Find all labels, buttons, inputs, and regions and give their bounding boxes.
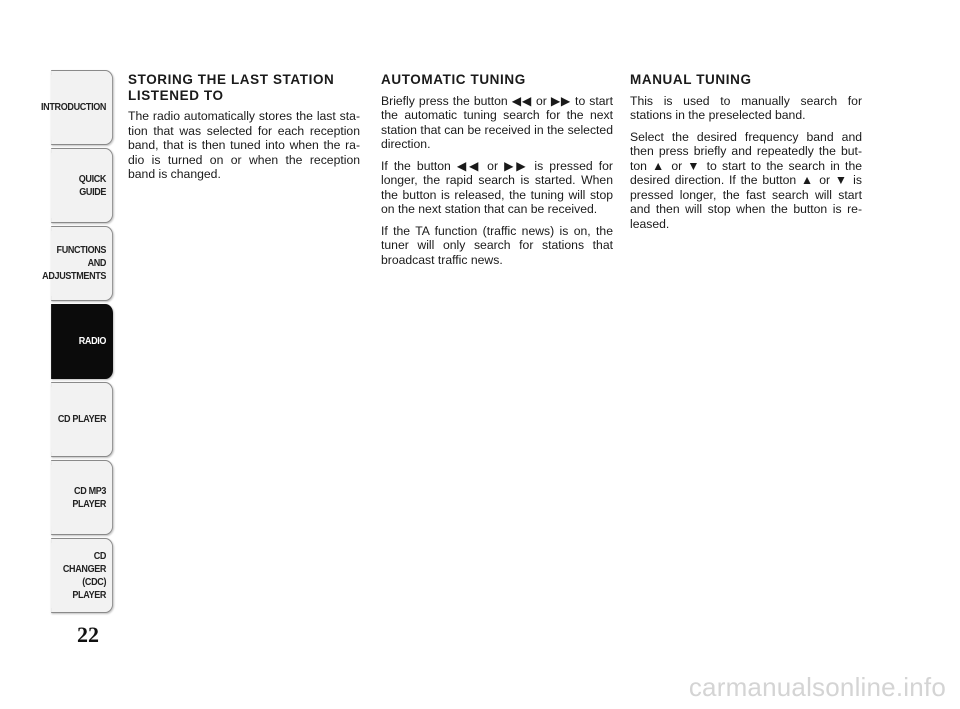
paragraph: The radio automatically stores the last station that was selected for each reception band, that is then tuned into when the radio is turned on or when the reception band is changed. <box>128 109 360 181</box>
paragraph: Briefly press the button ◀◀ or ▶▶ to start the automatic tuning search for the next station that can be received in the selected direction. <box>381 93 613 151</box>
tab-label: CD PLAYER <box>57 413 107 425</box>
paragraph: Select the desired frequency band and then press briefly and repeatedly the button ▲ or ▼ to start to the search in the desired direction. If the button ▲ or ▼ is pressed longer, the fast search will start and then will stop when the button is released. <box>630 129 862 231</box>
tab-cd-mp3-player[interactable] <box>51 460 113 535</box>
tab-cd-changer-player[interactable] <box>51 538 113 613</box>
tab-introduction[interactable] <box>41 70 113 145</box>
section-heading: STORING THE LAST STATION LISTENED TO <box>128 72 335 103</box>
section-heading: AUTOMATIC TUNING <box>381 72 526 87</box>
tab-radio[interactable] <box>51 304 113 379</box>
tab-cd-player[interactable] <box>51 382 113 457</box>
tab-functions-and-adjustments[interactable] <box>42 226 113 301</box>
paragraph: This is used to manually search for stations in the preselected band. <box>630 93 862 122</box>
tab-label: INTRODUCTION <box>41 101 107 113</box>
paragraph: If the button ◀◀ or ▶▶ is pressed for longer, the rapid search is started. When the button is released, the tuning will stop on the next station that can be received. <box>381 158 613 216</box>
paragraph: If the TA function (traffic news) is on, the tuner will only search for stations that broadcast traffic news. <box>381 223 613 267</box>
page-number: 22 <box>77 622 99 647</box>
section-manual-tuning <box>630 72 862 238</box>
section-heading: MANUAL TUNING <box>630 72 752 87</box>
watermark: carmanualsonline.info <box>688 672 946 702</box>
tab-label: RADIO <box>78 335 107 347</box>
section-storing-last-station <box>128 72 360 189</box>
tab-label: QUICK GUIDE <box>78 172 107 198</box>
tab-label: CD MP3 PLAYER <box>72 484 107 510</box>
tab-label: FUNCTIONS AND ADJUSTMENTS <box>42 244 107 282</box>
tab-label: CD CHANGER (CDC) PLAYER <box>62 549 107 601</box>
section-automatic-tuning <box>381 72 613 274</box>
tab-quick-guide[interactable] <box>51 148 113 223</box>
